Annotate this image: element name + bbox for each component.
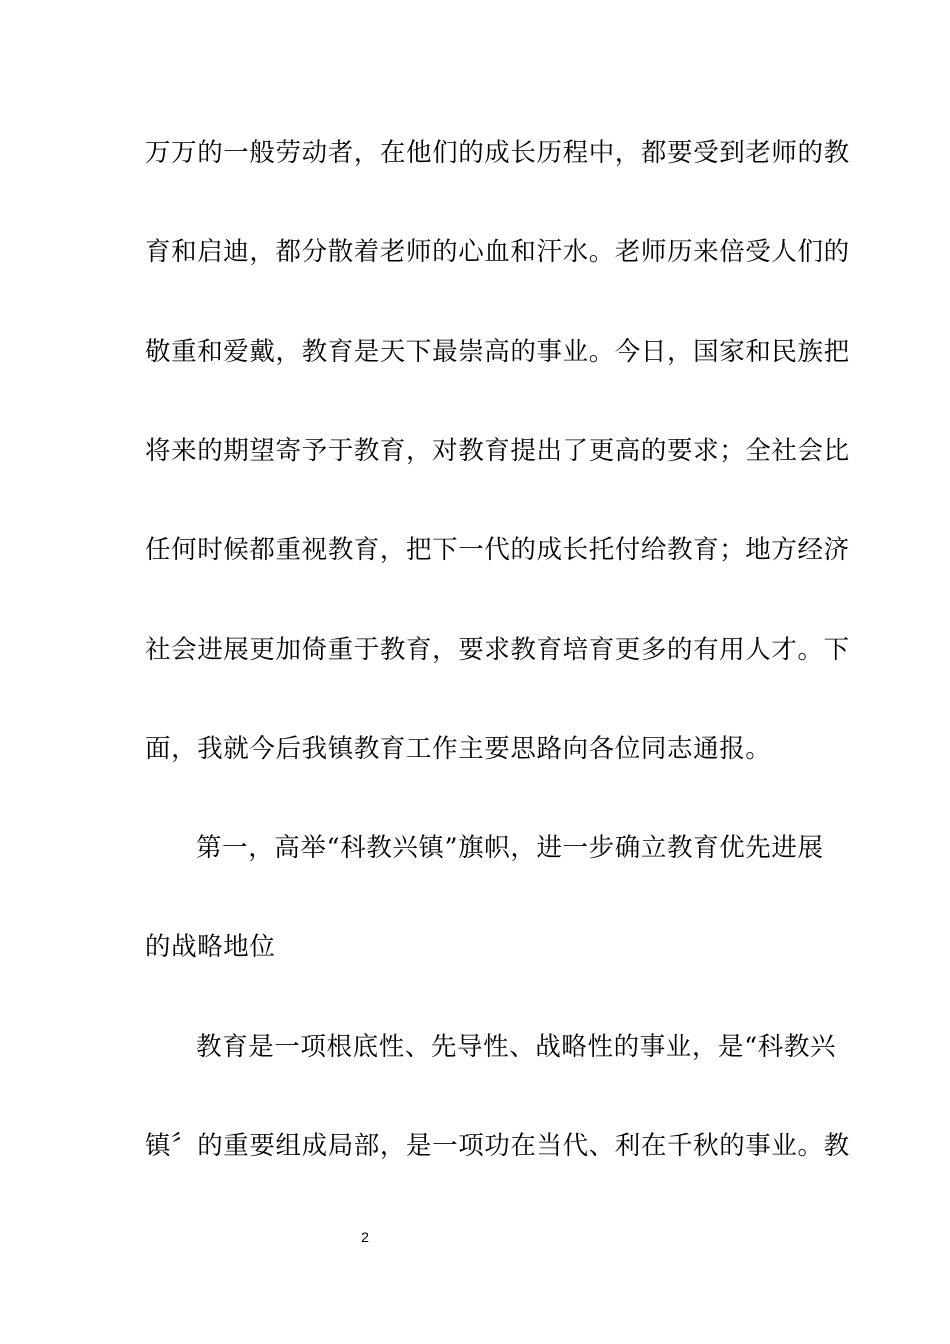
text-line: 教育是一项根底性、先导性、战略性的事业，是“科教兴 — [196, 1032, 837, 1062]
text-line: 社会进展更加倚重于教育，要求教育培育更多的有用人才。下 — [145, 635, 850, 665]
text-line: 镇〞的重要组成局部，是一项功在当代、利在千秋的事业。教 — [145, 1131, 850, 1161]
text-line: 将来的期望寄予于教育，对教育提出了更高的要求；全社会比 — [145, 436, 850, 466]
text-line: 育和启迪，都分散着老师的心血和汗水。老师历来倍受人们的 — [145, 237, 850, 267]
text-line: 面，我就今后我镇教育工作主要思路向各位同志通报。 — [145, 734, 772, 764]
text-line: 万万的一般劳动者，在他们的成长历程中，都要受到老师的教 — [145, 138, 850, 168]
section-heading-line: 第一，高举“科教兴镇”旗帜，进一步确立教育优先进展 — [196, 833, 824, 863]
page-number: 2 — [361, 1229, 369, 1245]
text-line: 敬重和爱戴，教育是天下最崇高的事业。今日，国家和民族把 — [145, 337, 850, 367]
section-heading-line: 的战略地位 — [145, 932, 276, 962]
text-line: 任何时候都重视教育，把下一代的成长托付给教育；地方经济 — [145, 535, 850, 565]
